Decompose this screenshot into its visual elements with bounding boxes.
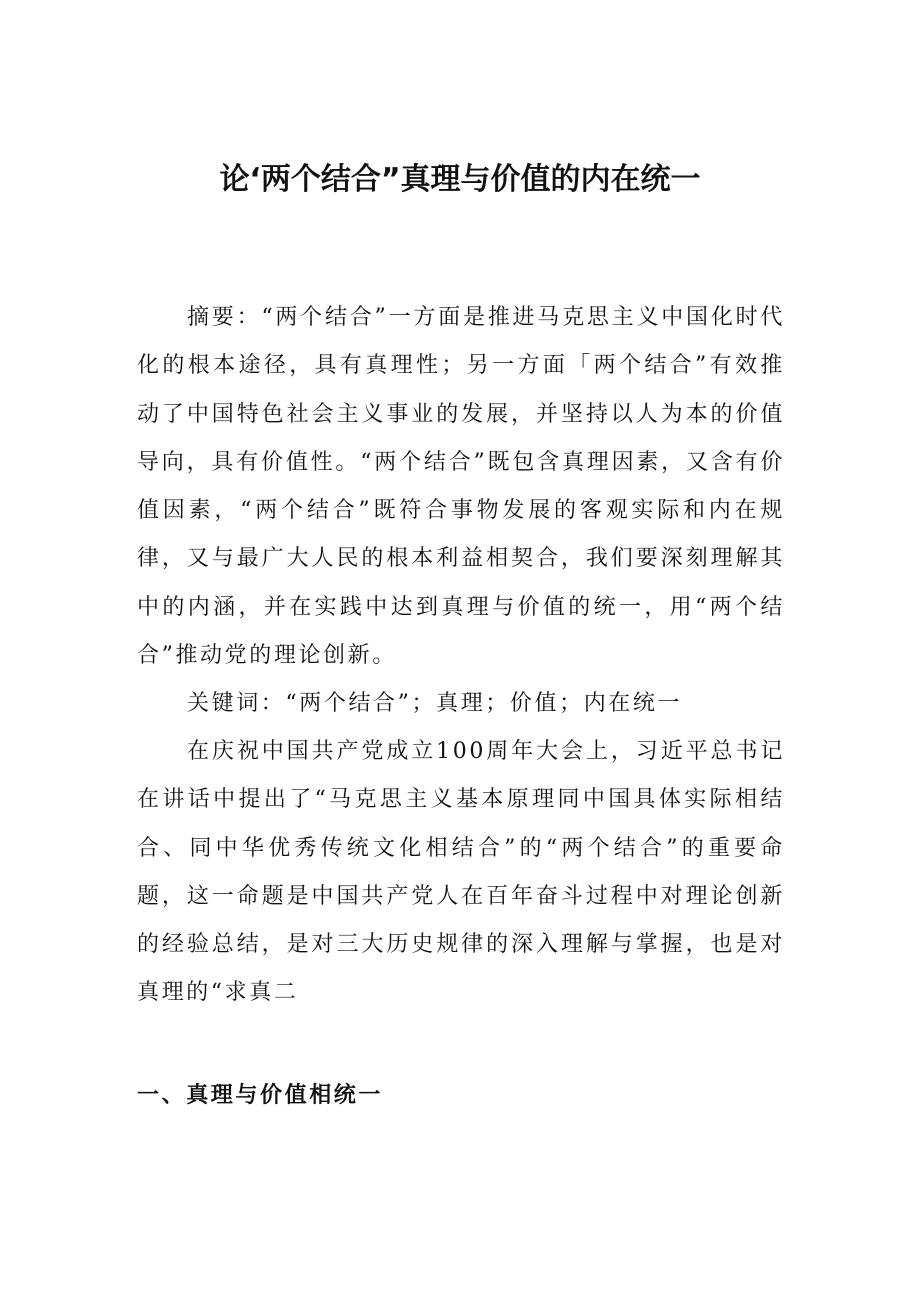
intro-paragraph: 在庆祝中国共产党成立100周年大会上，习近平总书记在讲话中提出了“马克思主义基本原理同中国具体实际相结合、同中华优秀传统文化相结合”的“两个结合”的重要命题，这一命题是中国共产党人在百年奋斗过程中对理论创新的经验总结，是对三大历史规律的深入理解与掌握，也是对真理的“求真二 xyxy=(137,739,785,1006)
document-title: 论‘两个结合”真理与价值的内在统一 xyxy=(219,162,701,197)
keywords-paragraph: 关键词：“两个结合”；真理；价值；内在统一 xyxy=(187,691,683,716)
section-heading: 一、真理与价值相统一 xyxy=(137,1082,384,1108)
abstract-paragraph: 摘要：“两个结合”一方面是推进马克思主义中国化时代化的根本途径，具有真理性；另一方面「两个结合”有效推动了中国特色社会主义事业的发展，并坚持以人为本的价值导向，具有价值性。“两个结合”既包含真理因素，又含有价值因素，“两个结合”既符合事物发展的客观实际和内在规律，又与最广大人民的根本利益相契合，我们要深刻理解其中的内涵，并在实践中达到真理与价值的统一，用“两个结合”推动党的理论创新。 xyxy=(137,305,785,669)
